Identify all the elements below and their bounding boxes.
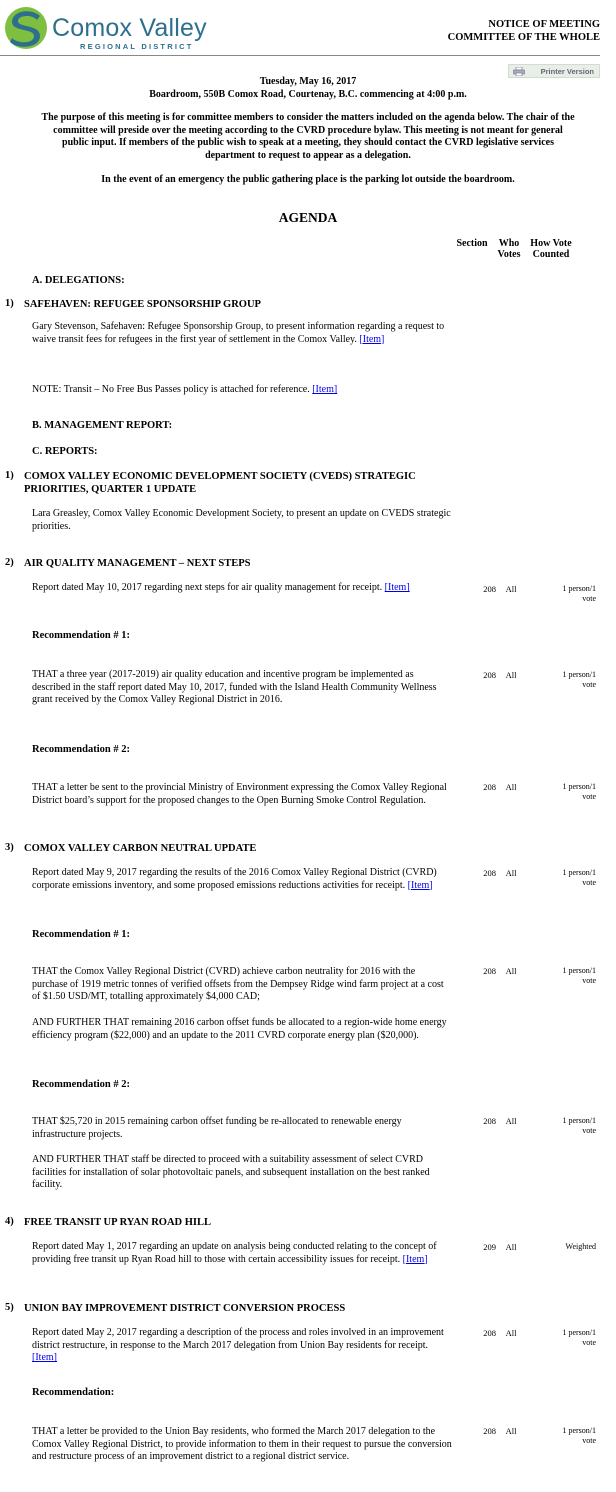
item-number: 1) <box>5 470 14 481</box>
vote-how-line: vote <box>582 878 596 887</box>
column-who-line: Votes <box>497 249 521 260</box>
column-who-votes <box>494 238 524 260</box>
vote-section: 208 <box>483 1328 496 1338</box>
vote-how-line: 1 person/1 <box>562 782 596 791</box>
item-note <box>32 384 452 397</box>
vote-how-line: 1 person/1 <box>562 1116 596 1125</box>
vote-how-line: 1 person/1 <box>562 1426 596 1435</box>
section-b-heading: B. MANAGEMENT REPORT: <box>32 420 173 431</box>
cvrd-logo-icon <box>4 6 48 50</box>
title-line: PRIORITIES, QUARTER 1 UPDATE <box>24 484 197 495</box>
emergency-notice: In the event of an emergency the public gathering place is the parking lot outside the boardroom. <box>101 174 515 185</box>
column-how-vote <box>526 238 576 260</box>
item-title: SAFEHAVEN: REFUGEE SPONSORSHIP GROUP <box>24 299 261 310</box>
vote-how-line: vote <box>582 680 596 689</box>
item-description: Lara Greasley, Comox Valley Economic Development Society, to present an update on CVEDS strategic priorities. <box>32 508 451 532</box>
vote-section: 208 <box>483 1116 496 1126</box>
vote-section: 208 <box>483 966 496 976</box>
item-number: 4) <box>5 1216 14 1227</box>
description-text: Report dated May 10, 2017 regarding next steps for air quality management for receipt. <box>32 582 383 593</box>
logo-subtitle: REGIONAL DISTRICT <box>80 42 194 51</box>
meeting-date: Tuesday, May 16, 2017 <box>259 76 357 87</box>
item-description <box>32 1327 452 1365</box>
note-text: NOTE: Transit – No Free Bus Passes policy is attached for reference. <box>32 384 310 395</box>
description-text: Report dated May 1, 2017 regarding an update on analysis being conducted relating to the concept of providing free transit up Ryan Road hill to those with certain accessibility issues for receipt. <box>32 1241 437 1265</box>
vote-section: 209 <box>483 1242 496 1252</box>
item-link[interactable]: [Item] <box>32 1352 57 1363</box>
vote-who: All <box>505 670 517 680</box>
section-a-heading: A. DELEGATIONS: <box>32 275 125 286</box>
vote-section: 208 <box>483 782 496 792</box>
recommendation-text: AND FURTHER THAT staff be directed to proceed with a suitability assessment of select CVRD facilities for installation of solar photovoltaic panels, and subsequent installation on the best ranked facility. <box>32 1154 430 1190</box>
vote-who: All <box>505 1116 517 1126</box>
description-text: Report dated May 2, 2017 regarding a description of the process and roles involved in an improvement district restructure, in response to the March 2017 delegation from Union Bay residents for receipt. <box>32 1327 444 1351</box>
item-link[interactable]: [Item] <box>312 384 338 395</box>
item-description <box>32 1241 452 1266</box>
notice-title <box>448 18 600 44</box>
vote-who: All <box>505 1328 517 1338</box>
vote-who: All <box>505 584 517 594</box>
vote-how <box>530 1426 596 1446</box>
purpose-line: committee will preside over the meeting according to the CVRD procedure bylaw. This meeting is not meant for general <box>53 124 563 136</box>
recommendation-heading: Recommendation # 2: <box>32 1079 130 1090</box>
recommendation-text: THAT a letter be sent to the provincial Ministry of Environment expressing the Comox Valley Regional District board’s support for the proposed changes to the Open Burning Smoke Control Regulation. <box>32 782 447 806</box>
vote-section: 208 <box>483 868 496 878</box>
recommendation-text: THAT a letter be provided to the Union Bay residents, who formed the March 2017 delegation to the Comox Valley Regional District, to provide information to them in their request to pursue the conversion and restructure process of an improvement district to a regional district service. <box>32 1426 452 1462</box>
vote-who: All <box>505 782 517 792</box>
column-how-line: Counted <box>532 249 570 260</box>
purpose-line: The purpose of this meeting is for committee members to consider the matters included on the agenda below. The chair of the <box>41 112 575 123</box>
item-title: FREE TRANSIT UP RYAN ROAD HILL <box>24 1217 212 1228</box>
recommendation-heading: Recommendation # 1: <box>32 929 130 940</box>
item-description <box>32 867 452 892</box>
vote-how <box>530 584 596 604</box>
column-section: Section <box>456 238 488 249</box>
vote-who: All <box>505 1426 517 1436</box>
title-line: COMOX VALLEY ECONOMIC DEVELOPMENT SOCIETY (CVEDS) STRATEGIC <box>24 471 416 482</box>
vote-how-line: 1 person/1 <box>562 868 596 877</box>
vote-how <box>530 1116 596 1136</box>
vote-how <box>530 868 596 888</box>
item-link[interactable]: [Item] <box>359 333 385 345</box>
vote-how-line: vote <box>582 792 596 801</box>
vote-how-line: 1 person/1 <box>562 966 596 975</box>
vote-section: 208 <box>483 670 496 680</box>
vote-who: All <box>505 1242 517 1252</box>
vote-how <box>530 1328 596 1348</box>
recommendation-text: THAT the Comox Valley Regional District (CVRD) achieve carbon neutrality for 2016 with the purchase of 1919 metric tonnes of verified offsets from the Dempsey Ridge wind farm project at a cost of $1.50 USD/MT, totalling approximately $4,000 CAD; <box>32 966 444 1002</box>
notice-line-1: NOTICE OF MEETING <box>488 19 600 30</box>
vote-how-line: vote <box>582 1126 596 1135</box>
vote-section: 208 <box>483 1426 496 1436</box>
notice-line-2: COMMITTEE OF THE WHOLE <box>447 32 600 43</box>
recommendation-heading: Recommendation # 2: <box>32 744 130 755</box>
agenda-title: AGENDA <box>278 210 338 225</box>
vote-how-line: 1 person/1 <box>562 670 596 679</box>
meeting-purpose <box>0 112 616 162</box>
vote-how <box>530 670 596 690</box>
printer-version-label: Printer Version <box>540 66 594 76</box>
item-title: UNION BAY IMPROVEMENT DISTRICT CONVERSION PROCESS <box>24 1303 346 1314</box>
vote-how: Weighted <box>565 1242 596 1251</box>
vote-how-line: vote <box>582 1338 596 1347</box>
vote-who: All <box>505 868 517 878</box>
logo-name: Comox Valley <box>52 14 207 42</box>
vote-who: All <box>505 966 517 976</box>
item-number: 5) <box>5 1302 14 1313</box>
vote-how-line: 1 person/1 <box>562 584 596 593</box>
item-link[interactable]: [Item] <box>384 582 410 593</box>
description-text: Gary Stevenson, Safehaven: Refugee Sponsorship Group, to present information regarding a request to waive transit fees for refugees in the first year of settlement in the Comox Valley. <box>32 321 445 345</box>
recommendation-text: THAT $25,720 in 2015 remaining carbon offset funding be re-allocated to renewable energy infrastructure projects. <box>32 1116 402 1140</box>
vote-how-line: vote <box>582 976 596 985</box>
vote-how-line: vote <box>582 594 596 603</box>
item-title <box>24 470 474 496</box>
item-link[interactable]: [Item] <box>402 1253 428 1265</box>
purpose-line: public input. If members of the public wish to speak at a meeting, they should contact the CVRD legislative services <box>62 137 554 148</box>
description-text: Report dated May 9, 2017 regarding the results of the 2016 Comox Valley Regional District (CVRD) corporate emissions inventory, and some proposed emissions reductions activities for receipt. <box>32 867 437 891</box>
item-number: 1) <box>5 298 14 309</box>
item-number: 3) <box>5 842 14 853</box>
column-who-line: Who <box>498 238 520 249</box>
vote-how-line: 1 person/1 <box>562 1328 596 1337</box>
vote-how <box>530 966 596 986</box>
vote-how <box>530 782 596 802</box>
item-title: COMOX VALLEY CARBON NEUTRAL UPDATE <box>24 843 257 854</box>
section-c-heading: C. REPORTS: <box>32 446 98 457</box>
vote-how-line: vote <box>582 1436 596 1445</box>
column-how-line: How Vote <box>530 238 572 249</box>
header-divider <box>0 55 600 56</box>
printer-icon <box>513 67 525 76</box>
recommendation-text: AND FURTHER THAT remaining 2016 carbon offset funds be allocated to a region-wide home energy efficiency program ($22,000) and an update to the 2011 CVRD corporate energy plan ($20,000). <box>32 1017 447 1041</box>
item-description <box>32 321 452 346</box>
recommendation-heading: Recommendation # 1: <box>32 630 130 641</box>
vote-section: 208 <box>483 584 496 594</box>
meeting-location: Boardroom, 550B Comox Road, Courtenay, B.C. commencing at 4:00 p.m. <box>149 89 467 100</box>
item-description <box>32 582 452 595</box>
item-title: AIR QUALITY MANAGEMENT – NEXT STEPS <box>24 558 251 569</box>
page-header <box>0 0 616 62</box>
purpose-line: department to request to appear as a delegation. <box>205 149 411 161</box>
item-number: 2) <box>5 557 14 568</box>
recommendation-heading: Recommendation: <box>32 1387 115 1398</box>
recommendation-text: THAT a three year (2017-2019) air quality education and incentive program be implemented as described in the staff report dated May 10, 2017, funded with the Island Health Community Wellness grant received by the Comox Valley Regional District in 2016. <box>32 669 437 705</box>
item-link[interactable]: [Item] <box>407 879 433 891</box>
